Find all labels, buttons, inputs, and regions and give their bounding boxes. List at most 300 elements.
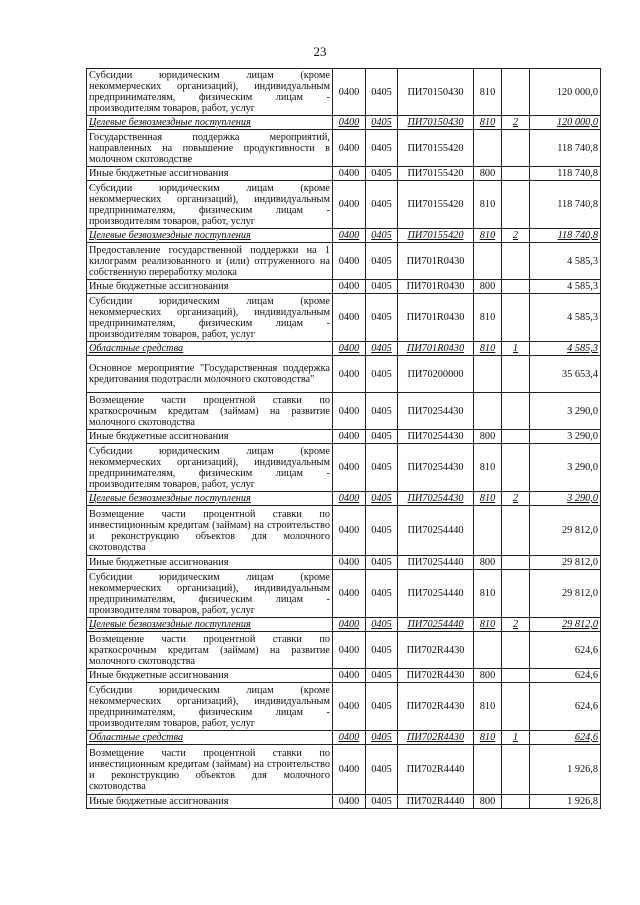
row-section-text: 0400 [338,462,360,473]
row-name-text: Областные средства [89,343,184,354]
row-name [87,243,333,280]
table-row [87,731,601,745]
row-amount-text: 3 290,0 [567,405,598,417]
row-section [333,632,366,669]
row-target-code-text: ПИ702R4430 [406,644,465,656]
row-section [333,356,366,393]
table-row [87,669,601,683]
row-funding-source [502,731,530,745]
row-amount [530,167,601,181]
row-funding-source [502,243,530,280]
row-section [333,393,366,430]
row-section [333,69,366,116]
row-funding-source [502,618,530,632]
row-expense-type [474,243,502,280]
row-target-code-text: ПИ701R0430 [406,281,465,292]
row-amount-text: 3 290,0 [567,431,598,442]
table-row [87,229,601,243]
row-name [87,731,333,745]
row-section [333,556,366,570]
row-name-text: Областные средства [89,732,184,743]
row-subsection [366,229,398,243]
row-expense-type [474,669,502,683]
row-section [333,130,366,167]
row-subsection [366,618,398,632]
row-target-code-text: ПИ70254440 [407,588,464,599]
row-subsection [366,116,398,130]
row-name-text: Иные бюджетные ассигнования [89,670,229,681]
row-funding-source [502,669,530,683]
row-expense-type-text: 810 [479,619,496,630]
row-funding-source [502,632,530,669]
row-name [87,683,333,731]
row-subsection-text: 0405 [371,493,392,504]
row-funding-source [502,393,530,430]
row-section [333,669,366,683]
row-amount [530,556,601,570]
row-expense-type-text: 810 [479,117,496,128]
row-expense-type-text: 800 [479,557,496,568]
row-amount-text: 118 740,8 [557,199,598,210]
row-amount-text: 4 585,3 [567,343,598,354]
row-target-code [398,745,474,795]
row-section-text: 0400 [338,142,360,154]
row-section [333,430,366,444]
row-section-text: 0400 [338,86,360,98]
row-section [333,444,366,492]
row-subsection [366,745,398,795]
row-subsection [366,280,398,294]
row-target-code [398,506,474,556]
row-amount-text: 29 812,0 [561,557,598,568]
row-funding-source [502,342,530,356]
row-amount-text: 29 812,0 [561,525,598,536]
row-amount-text: 1 926,8 [567,796,598,807]
row-expense-type [474,444,502,492]
row-target-code-text: ПИ70155420 [407,142,464,154]
row-funding-source [502,69,530,116]
row-section [333,294,366,342]
row-section-text: 0400 [338,796,360,807]
row-subsection [366,130,398,167]
row-subsection [366,294,398,342]
row-section-text: 0400 [338,525,360,536]
table-row [87,69,601,116]
row-amount [530,130,601,167]
row-amount [530,181,601,229]
row-expense-type [474,506,502,556]
row-target-code-text: ПИ70254440 [407,619,464,630]
row-target-code [398,683,474,731]
row-name-text: Целевые безвозмездные поступления [89,493,251,504]
row-target-code [398,356,474,393]
row-name [87,69,333,116]
row-name-text: Иные бюджетные ассигнования [89,557,229,568]
row-subsection-text: 0405 [371,405,392,417]
row-expense-type [474,556,502,570]
row-target-code [398,444,474,492]
page-number: 23 [313,44,327,59]
row-expense-type-text: 810 [479,588,496,599]
row-target-code-text: ПИ701R0430 [406,343,465,354]
row-target-code-text: ПИ702R4430 [406,670,465,681]
row-name [87,444,333,492]
row-section [333,506,366,556]
row-target-code-text: ПИ702R4430 [406,732,465,743]
row-section-text: 0400 [338,670,360,681]
row-target-code-text: ПИ70200000 [407,368,464,380]
row-expense-type-text: 810 [479,86,496,98]
row-name [87,795,333,809]
row-section-text: 0400 [338,255,360,267]
row-expense-type [474,492,502,506]
row-amount-text: 624,6 [574,732,598,743]
row-amount-text: 4 585,3 [567,281,598,292]
row-section-text: 0400 [338,701,360,712]
row-name [87,130,333,167]
row-target-code [398,342,474,356]
row-amount-text: 29 812,0 [561,619,598,630]
row-amount-text: 624,6 [574,670,598,681]
row-amount [530,683,601,731]
row-expense-type [474,356,502,393]
row-expense-type-text: 810 [479,493,496,504]
row-name [87,669,333,683]
row-subsection [366,683,398,731]
row-section-text: 0400 [338,644,360,656]
table-row [87,393,601,430]
row-name [87,167,333,181]
row-amount [530,669,601,683]
row-target-code [398,430,474,444]
row-name [87,116,333,130]
row-section [333,181,366,229]
row-section-text: 0400 [338,343,360,354]
row-target-code-text: ПИ701R0430 [406,312,465,323]
row-section [333,795,366,809]
row-subsection-text: 0405 [371,796,392,807]
table-row [87,116,601,130]
row-subsection [366,181,398,229]
row-section [333,731,366,745]
row-name-text: Целевые безвозмездные поступления [89,619,251,630]
row-amount-text: 118 740,8 [557,230,598,241]
row-target-code-text: ПИ70254440 [407,557,464,568]
row-section-text: 0400 [338,764,360,775]
row-section [333,342,366,356]
table-row [87,130,601,167]
row-target-code-text: ПИ70150430 [407,86,464,98]
row-target-code-text: ПИ702R4440 [406,796,465,807]
row-subsection [366,492,398,506]
row-amount-text: 4 585,3 [567,255,598,267]
row-target-code-text: ПИ70254430 [407,405,464,417]
row-funding-source-text: 2 [512,619,519,630]
row-target-code-text: ПИ70155420 [407,199,464,210]
row-expense-type [474,280,502,294]
row-amount [530,393,601,430]
row-target-code-text: ПИ70254430 [407,493,464,504]
row-section-text: 0400 [338,493,360,504]
row-section [333,745,366,795]
table-row [87,632,601,669]
row-funding-source [502,356,530,393]
row-expense-type-text: 810 [479,199,496,210]
row-subsection [366,556,398,570]
row-funding-source [502,492,530,506]
row-section-text: 0400 [338,199,360,210]
row-name [87,745,333,795]
table-row [87,280,601,294]
row-expense-type [474,116,502,130]
row-target-code-text: ПИ70254430 [407,462,464,473]
row-section-text: 0400 [338,619,360,630]
row-subsection-text: 0405 [371,368,392,380]
row-subsection-text: 0405 [371,431,392,442]
row-amount-text: 29 812,0 [561,588,598,599]
row-name-text: Основное мероприятие "Государственная поддержка кредитования подотрасли молочного скотоводства" [89,363,330,385]
row-expense-type [474,618,502,632]
row-subsection-text: 0405 [371,764,392,775]
row-section [333,683,366,731]
row-section [333,243,366,280]
row-target-code [398,69,474,116]
row-expense-type-text: 810 [479,732,496,743]
row-name [87,356,333,393]
row-subsection [366,356,398,393]
row-subsection-text: 0405 [371,281,392,292]
row-name [87,342,333,356]
row-subsection-text: 0405 [371,168,392,179]
row-funding-source [502,280,530,294]
row-target-code [398,556,474,570]
row-target-code-text: ПИ702R4440 [406,764,465,775]
row-amount-text: 120 000,0 [556,117,598,128]
row-expense-type [474,229,502,243]
row-subsection-text: 0405 [371,312,392,323]
row-name-text: Возмещение части процентной ставки по краткосрочным кредитам (займам) на развитие молочного скотоводства [89,394,330,428]
row-amount-text: 624,6 [574,644,598,656]
row-expense-type [474,795,502,809]
row-target-code-text: ПИ70155420 [407,168,464,179]
row-subsection-text: 0405 [371,732,392,743]
row-expense-type-text: 800 [479,670,496,681]
row-subsection [366,669,398,683]
row-name-text: Субсидии юридическим лицам (кроме некоммерческих организаций), индивидуальным предпринимателям, физическим лицам - производителям товаров, работ, услуг [89,571,330,616]
row-subsection [366,393,398,430]
table-row [87,506,601,556]
row-name-text: Предоставление государственной поддержки на 1 килограмм реализованного и (или) отгруженного на собственную переработку молока [89,244,330,278]
row-amount [530,69,601,116]
row-section [333,492,366,506]
row-subsection [366,69,398,116]
row-subsection-text: 0405 [371,644,392,656]
table-row [87,618,601,632]
row-amount-text: 4 585,3 [567,312,598,323]
row-subsection-text: 0405 [371,525,392,536]
row-name-text: Иные бюджетные ассигнования [89,431,229,442]
row-subsection-text: 0405 [371,199,392,210]
row-subsection [366,243,398,280]
row-target-code [398,731,474,745]
row-section-text: 0400 [338,312,360,323]
row-subsection-text: 0405 [371,701,392,712]
row-name [87,556,333,570]
row-name [87,618,333,632]
row-amount [530,294,601,342]
row-amount-text: 35 653,4 [561,368,598,380]
row-name-text: Субсидии юридическим лицам (кроме некоммерческих организаций), индивидуальным предпринимателям, физическим лицам - производителям товаров, работ, услуг [89,295,330,340]
row-expense-type [474,294,502,342]
row-amount-text: 118 740,8 [557,168,598,179]
row-target-code-text: ПИ702R4430 [406,701,465,712]
row-target-code-text: ПИ70254440 [407,525,464,536]
row-funding-source [502,745,530,795]
row-name-text: Субсидии юридическим лицам (кроме некоммерческих организаций), индивидуальным предпринимателям, физическим лицам - производителям товаров, работ, услуг [89,182,330,227]
row-name [87,570,333,618]
row-subsection [366,167,398,181]
row-name-text: Возмещение части процентной ставки по инвестиционным кредитам (займам) на строительство и реконструкцию объектов для молочного скотоводства [89,508,330,553]
table-row [87,167,601,181]
row-subsection-text: 0405 [371,557,392,568]
row-amount [530,342,601,356]
row-funding-source [502,570,530,618]
row-subsection-text: 0405 [371,86,392,98]
row-expense-type [474,167,502,181]
row-section-text: 0400 [338,168,360,179]
table-row [87,570,601,618]
table-row [87,294,601,342]
row-expense-type [474,570,502,618]
row-amount-text: 120 000,0 [556,86,598,98]
row-funding-source-text: 2 [512,230,519,241]
row-expense-type [474,342,502,356]
row-expense-type [474,393,502,430]
row-section [333,116,366,130]
row-section-text: 0400 [338,281,360,292]
table-row [87,556,601,570]
row-amount [530,632,601,669]
row-section-text: 0400 [338,557,360,568]
row-amount [530,229,601,243]
row-funding-source-text: 1 [512,343,519,354]
row-name [87,229,333,243]
row-name [87,492,333,506]
row-expense-type [474,632,502,669]
table-row [87,430,601,444]
row-section-text: 0400 [338,368,360,380]
row-amount [530,430,601,444]
row-section-text: 0400 [338,588,360,599]
row-subsection [366,444,398,492]
row-name-text: Иные бюджетные ассигнования [89,281,229,292]
row-subsection-text: 0405 [371,670,392,681]
row-name [87,294,333,342]
row-name [87,181,333,229]
row-section [333,167,366,181]
table-row [87,342,601,356]
row-amount [530,492,601,506]
row-funding-source [502,116,530,130]
row-funding-source-text: 1 [512,732,519,743]
budget-table [86,68,601,809]
row-name [87,430,333,444]
row-amount [530,444,601,492]
row-subsection-text: 0405 [371,588,392,599]
row-name-text: Иные бюджетные ассигнования [89,796,229,807]
row-amount-text: 1 926,8 [567,764,598,775]
table-row [87,492,601,506]
row-section-text: 0400 [338,405,360,417]
row-section-text: 0400 [338,230,360,241]
row-target-code [398,393,474,430]
row-funding-source [502,294,530,342]
row-target-code-text: ПИ70254430 [407,431,464,442]
row-section [333,618,366,632]
row-expense-type [474,745,502,795]
row-subsection-text: 0405 [371,343,392,354]
row-funding-source [502,683,530,731]
row-funding-source [502,167,530,181]
row-target-code [398,181,474,229]
row-amount [530,116,601,130]
row-name [87,280,333,294]
row-funding-source [502,444,530,492]
row-expense-type-text: 810 [479,230,496,241]
row-target-code [398,669,474,683]
row-target-code [398,229,474,243]
row-amount-text: 3 290,0 [567,462,598,473]
row-subsection-text: 0405 [371,462,392,473]
row-subsection-text: 0405 [371,619,392,630]
row-funding-source-text: 2 [512,493,519,504]
row-subsection-text: 0405 [371,117,392,128]
row-subsection [366,632,398,669]
row-funding-source-text: 2 [512,117,519,128]
row-expense-type-text: 810 [479,343,496,354]
row-name-text: Государственная поддержка мероприятий, направленных на повышение продуктивности в молочном скотоводстве [89,131,330,165]
row-expense-type-text: 810 [479,462,496,473]
row-subsection-text: 0405 [371,230,392,241]
row-section-text: 0400 [338,431,360,442]
row-amount [530,745,601,795]
row-target-code [398,243,474,280]
row-name-text: Возмещение части процентной ставки по краткосрочным кредитам (займам) на развитие молочного скотоводства [89,633,330,667]
row-subsection [366,342,398,356]
row-name-text: Целевые безвозмездные поступления [89,230,251,241]
row-name-text: Иные бюджетные ассигнования [89,168,229,179]
row-amount [530,506,601,556]
row-expense-type-text: 810 [479,701,496,712]
row-target-code-text: ПИ70155420 [407,230,464,241]
row-amount [530,618,601,632]
row-expense-type [474,683,502,731]
row-name-text: Возмещение части процентной ставки по инвестиционным кредитам (займам) на строительство и реконструкцию объектов для молочного скотоводства [89,747,330,792]
row-amount-text: 3 290,0 [567,493,598,504]
row-name [87,632,333,669]
row-subsection [366,506,398,556]
row-funding-source [502,556,530,570]
row-expense-type [474,69,502,116]
row-amount [530,795,601,809]
row-name-text: Субсидии юридическим лицам (кроме некоммерческих организаций), индивидуальным предпринимателям, физическим лицам - производителям товаров, работ, услуг [89,70,330,114]
row-target-code [398,167,474,181]
row-target-code [398,130,474,167]
row-funding-source [502,130,530,167]
row-amount [530,280,601,294]
row-section [333,280,366,294]
row-target-code [398,795,474,809]
